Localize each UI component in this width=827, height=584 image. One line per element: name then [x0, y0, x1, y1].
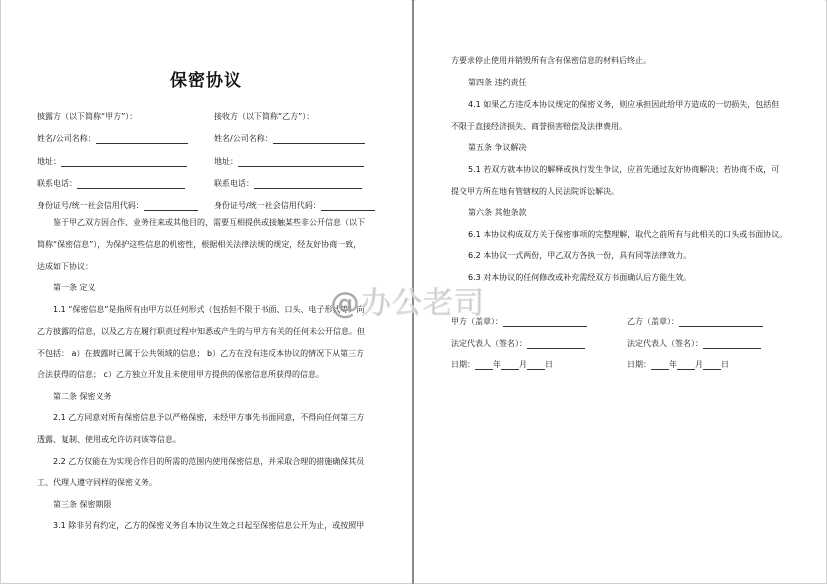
party-b-rep-blank[interactable] [703, 339, 761, 349]
party-a-rep-blank[interactable] [527, 339, 585, 349]
party-a-name-field[interactable] [37, 134, 188, 144]
party-a-phone-field[interactable] [37, 179, 185, 189]
party-b-day-blank[interactable] [703, 360, 721, 370]
article-5-1-line-2: 提交甲方所在地有管辖权的人民法院诉讼解决。 [451, 187, 619, 196]
party-b-address-label: 地址： [214, 157, 238, 166]
party-a-date-label: 日期： [451, 360, 475, 369]
article-1-1-line-2: 乙方披露的信息，以及乙方在履行职责过程中知悉或产生的与甲方有关的任何未公开信息。但 [37, 327, 365, 336]
party-b-phone-blank[interactable] [254, 179, 362, 189]
party-a-month-blank[interactable] [501, 360, 519, 370]
party-a-address-label: 地址： [37, 157, 61, 166]
article-5-1-line-1: 5.1 若双方就本协议的解释或执行发生争议，应首先通过友好协商解决；若协商不成，可 [468, 165, 780, 174]
party-a-rep-field[interactable] [451, 339, 585, 349]
party-a-name-blank[interactable] [96, 134, 188, 144]
party-b-address-blank[interactable] [238, 157, 364, 167]
article-2-1-line-2: 透露、复制、使用或允许访问该等信息。 [37, 435, 181, 444]
party-a-phone-label: 联系电话： [37, 179, 77, 188]
party-b-id-blank[interactable] [321, 201, 375, 211]
party-b-name-blank[interactable] [273, 134, 365, 144]
party-b-id-label: 身份证号/统一社会信用代码： [214, 201, 321, 210]
party-a-rep-label: 法定代表人（签名）： [451, 339, 527, 348]
party-a-address-blank[interactable] [61, 157, 187, 167]
party-b-year-blank[interactable] [651, 360, 669, 370]
party-b-date-field[interactable] [627, 360, 729, 370]
recipient-label: 接收方（以下简称“乙方”）： [214, 112, 315, 121]
article-1-1-line-4: 合法获得的信息； c）乙方独立开发且未使用甲方提供的保密信息所获得的信息。 [37, 370, 324, 379]
party-b-seal-blank[interactable] [679, 317, 763, 327]
party-b-seal-label: 乙方（盖章）： [627, 317, 679, 326]
intro-line-2: 简称“保密信息”），为保护这些信息的机密性，根据相关法律法规的规定，经友好协商一致， [37, 240, 362, 249]
party-a-year-blank[interactable] [475, 360, 493, 370]
watermark-text: @办公老司 [330, 286, 485, 321]
article-6-3: 6.3 对本协议的任何修改或补充需经双方书面确认后方能生效。 [468, 273, 692, 282]
party-b-date-label: 日期： [627, 360, 651, 369]
party-b-seal-field[interactable] [627, 317, 763, 327]
article-1-heading: 第一条 定义 [53, 283, 96, 292]
party-b-month-blank[interactable] [677, 360, 695, 370]
party-a-address-field[interactable] [37, 157, 187, 167]
document-title: 保密协议 [170, 71, 242, 91]
article-6-2: 6.2 本协议一式两份，甲乙双方各执一份，具有同等法律效力。 [468, 251, 692, 260]
party-a-year-unit: 年 [493, 360, 501, 369]
article-2-2-line-2: 工、代理人遵守同样的保密义务。 [37, 478, 157, 487]
article-1-1-line-1: 1.1 “保密信息”是指所有由甲方以任何形式（包括但不限于书面、口头、电子形式等）向 [53, 305, 365, 314]
party-b-name-label: 姓名/公司名称： [214, 134, 273, 143]
article-2-heading: 第二条 保密义务 [53, 392, 112, 401]
party-a-date-field[interactable] [451, 360, 553, 370]
article-2-2-line-1: 2.2 乙方仅能在为实现合作目的所需的范围内使用保密信息，并采取合理的措施确保其员 [53, 457, 365, 466]
party-b-rep-field[interactable] [627, 339, 761, 349]
party-a-phone-blank[interactable] [77, 179, 185, 189]
article-6-1: 6.1 本协议构成双方关于保密事项的完整理解，取代之前所有与此相关的口头或书面协议。 [468, 230, 788, 239]
article-4-heading: 第四条 违约责任 [468, 78, 527, 87]
party-a-id-blank[interactable] [144, 201, 198, 211]
party-a-month-unit: 月 [519, 360, 527, 369]
article-5-heading: 第五条 争议解决 [468, 143, 527, 152]
article-2-1-line-1: 2.1 乙方同意对所有保密信息予以严格保密，未经甲方事先书面同意，不得向任何第三方 [53, 413, 365, 422]
party-a-seal-blank[interactable] [503, 317, 587, 327]
party-a-id-label: 身份证号/统一社会信用代码： [37, 201, 144, 210]
intro-line-3: 达成如下协议： [37, 262, 93, 271]
party-a-day-unit: 日 [545, 360, 553, 369]
party-a-day-blank[interactable] [527, 360, 545, 370]
party-a-id-field[interactable] [37, 201, 198, 211]
party-b-year-unit: 年 [669, 360, 677, 369]
party-b-id-field[interactable] [214, 201, 375, 211]
party-b-phone-field[interactable] [214, 179, 362, 189]
article-3-1-continuation: 方要求停止使用并销毁所有含有保密信息的材料后终止。 [451, 56, 651, 65]
article-3-heading: 第三条 保密期限 [53, 500, 112, 509]
party-b-rep-label: 法定代表人（签名）： [627, 339, 703, 348]
party-b-phone-label: 联系电话： [214, 179, 254, 188]
article-4-1-line-1: 4.1 如果乙方违反本协议规定的保密义务，则应承担因此给甲方造成的一切损失，包括但 [468, 100, 780, 109]
discloser-label: 披露方（以下简称“甲方”）： [37, 112, 138, 121]
article-1-1-line-3: 不包括： a）在披露时已属于公共领域的信息； b）乙方在没有违反本协议的情况下从第三方 [37, 349, 365, 358]
article-6-heading: 第六条 其他条款 [468, 208, 527, 217]
intro-line-1: 鉴于甲乙双方因合作、业务往来或其他目的，需要互相提供或接触某些非公开信息（以下 [53, 218, 365, 227]
party-b-day-unit: 日 [721, 360, 729, 369]
article-4-1-line-2: 不限于直接经济损失、商誉损害赔偿及法律费用。 [451, 122, 627, 131]
party-b-month-unit: 月 [695, 360, 703, 369]
party-b-name-field[interactable] [214, 134, 365, 144]
party-a-name-label: 姓名/公司名称： [37, 134, 96, 143]
party-b-address-field[interactable] [214, 157, 364, 167]
article-3-1-line-1: 3.1 除非另有约定，乙方的保密义务自本协议生效之日起至保密信息公开为止，或按照甲 [53, 521, 365, 530]
party-a-seal-label: 甲方（盖章）： [451, 317, 503, 326]
